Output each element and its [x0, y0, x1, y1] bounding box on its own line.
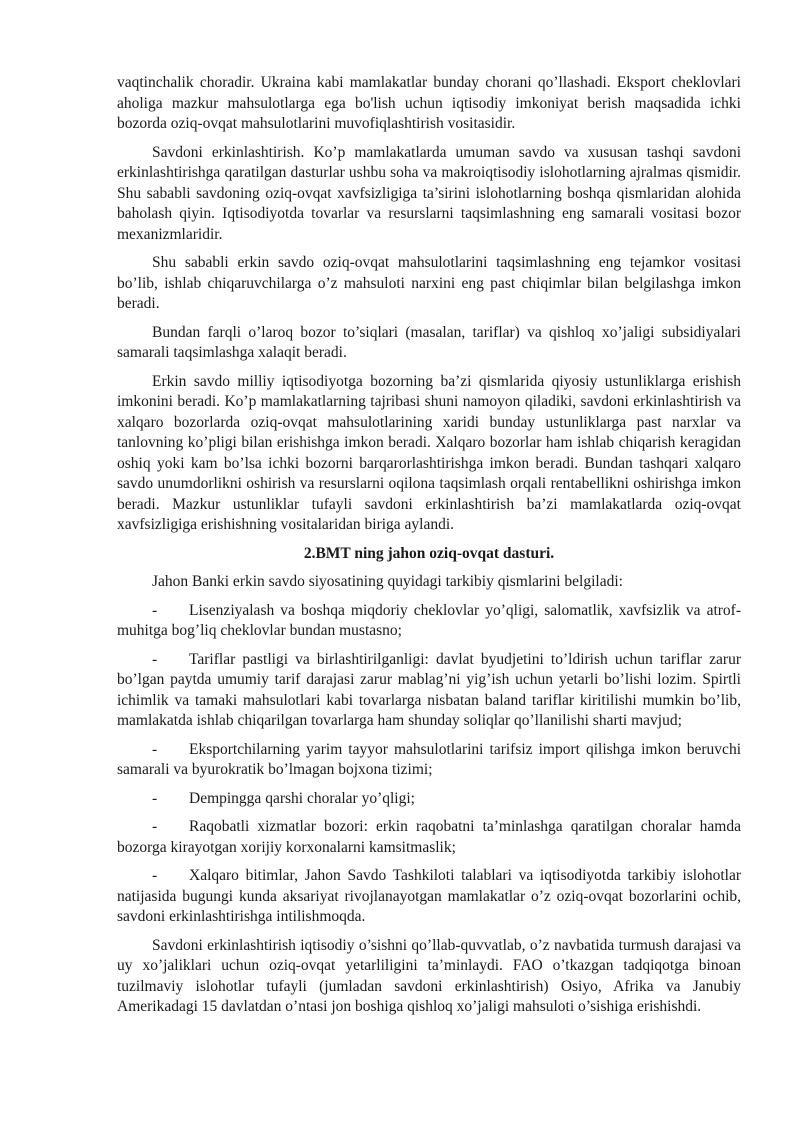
paragraph-trade-liberalization: Savdoni erkinlashtirish. Ko’p mamlakatlarda umuman savdo va xususan tashqi savdoni erkinlashtirishga qaratilgan dasturlar ushbu soha va makroiqtisodiy islohotlarning ajralmas qismidir. Shu sababli savdoning oziq-ovqat xavfsizligiga ta’sirini islohotlarning boshqa qismlaridan alohida baholash qiyin. Iqtisodiyotda tovarlar va resurslarni taqsimlashning eng samarali vositasi bozor mexanizmlaridir.	[117, 143, 741, 243]
list-item	[117, 866, 741, 928]
list-dash: -	[152, 601, 158, 619]
list-intro: Jahon Banki erkin savdo siyosatining quyidagi tarkibiy qismlarini belgiladi:	[152, 573, 623, 590]
list-dash: -	[152, 650, 158, 668]
list-item-text: Raqobatli xizmatlar bozori: erkin raqobatni ta’minlashga qaratilgan choralar hamda bozorga kirayotgan xorijiy korxonalarni kamsitmaslik;	[117, 818, 741, 856]
list-dash: -	[152, 789, 158, 807]
list-item-text: Lisenziyalash va boshqa miqdoriy cheklovlar yo’qligi, salomatlik, xavfsizlik va atrof-muhitga bog’liq cheklovlar bundan mustasno;	[117, 601, 741, 639]
list-item-text: Tariflar pastligi va birlashtirilganligi: davlat byudjetini to’ldirish uchun tariflar zarur bo’lgan paytda umumiy tarif darajasi zarur mablag’ni yig’ish uchun yetarli bo’lishi lozim. Spirtli ichimlik va tamaki mahsulotlari kabi tovarlarga nisbatan baland tariflar kiritilishi mumkin bo’lib, mamlakatda ishlab chiqarilgan tovarlarga ham shunday soliqlar qo’llanilishi sharti mavjud;	[117, 650, 741, 729]
list-dash: -	[152, 818, 158, 835]
list-item-text: Eksportchilarning yarim tayyor mahsulotlarini tarifsiz import qilishga imkon beruvchi samarali va byurokratik bo’lmagan bojxona tizimi;	[117, 740, 741, 778]
paragraph-free-trade-efficiency: Shu sababli erkin savdo oziq-ovqat mahsulotlarini taqsimlashning eng tejamkor vositasi bo’lib, ishlab chiqaruvchilarga o’z mahsuloti narxini eng past chiqimlar bilan belgilashga imkon beradi.	[117, 254, 741, 312]
paragraph-comparative-advantage: Erkin savdo milliy iqtisodiyotga bozorning ba’zi qismlarida qiyosiy ustunliklarga erishish imkonini beradi. Ko’p mamlakatlarning tajribasi shuni namoyon qiladiki, savdoni erkinlashtirish va xalqaro bozorlarda oziq-ovqat mahsulotlarining xaridi bunday ustunliklarga past narxlar va tanlovning ko’pligi bilan erishishga imkon beradi. Xalqaro bozorlar ham ishlab chiqarish keragidan oshiq yoki kam bo’lsa ichki bozorni barqarorlashtirishga imkon beradi. Bundan tashqari xalqaro savdo unumdorlikni oshirish va resurslarni oqilona taqsimlash orqali rentabellikni oshirishga imkon beradi. Mazkur ustunliklar tufayli savdoni erkinlashtirish ba’zi mamlakatlarda oziq-ovqat xavfsizligiga erishishning vositalaridan biriga aylandi.	[117, 372, 741, 533]
list-item	[117, 740, 741, 781]
list-dash: -	[152, 867, 158, 884]
list-item	[117, 789, 741, 810]
list-item	[117, 601, 741, 642]
paragraph-market-barriers: Bundan farqli o’laroq bozor to’siqlari (masalan, tariflar) va qishloq xo’jaligi subsidiyalari samarali taqsimlashga xalaqit beradi.	[117, 323, 741, 361]
list-item-text: Xalqaro bitimlar, Jahon Savdo Tashkiloti talablari va iqtisodiyotda tarkibiy islohotlar natijasida bugungi kunda aksariyat rivojlanayotgan mamlakatlar o’z oziq-ovqat bozorlarini ochib, savdoni erkinlashtirishga intilishmoqda.	[117, 867, 741, 925]
paragraph-closing: Savdoni erkinlashtirish iqtisodiy o’sishni qo’llab-quvvatlab, o’z navbatida turmush darajasi va uy xo’jaliklari uchun oziq-ovqat yetarliligini ta’minlaydi. FAO o’tkazgan tadqiqotga binoan tuzilmaviy islohotlar tufayli (jumladan savdoni erkinlashtirish) Osiyo, Afrika va Janubiy Amerikadagi 15 davlatdan o’ntasi jon boshiga qishloq xo’jaligi mahsuloti o’sishiga erishishdi.	[117, 936, 741, 1015]
paragraph-continuation: vaqtinchalik choradir. Ukraina kabi mamlakatlar bunday chorani qo’llashadi. Eksport cheklovlari aholiga mazkur mahsulotlarga ega bo'lish uchun iqtisodiy imkoniyat berish maqsadida ichki bozorda oziq-ovqat mahsulotlarini muvofiqlashtirish vositasidir.	[117, 74, 741, 132]
list-item	[117, 817, 741, 858]
list-item-text: Dempingga qarshi choralar yo’qligi;	[189, 789, 415, 807]
list-item	[117, 650, 741, 732]
document-page	[117, 73, 741, 1026]
list-dash: -	[152, 740, 158, 758]
section-heading: 2.BMT ning jahon oziq-ovqat dasturi.	[303, 544, 555, 562]
